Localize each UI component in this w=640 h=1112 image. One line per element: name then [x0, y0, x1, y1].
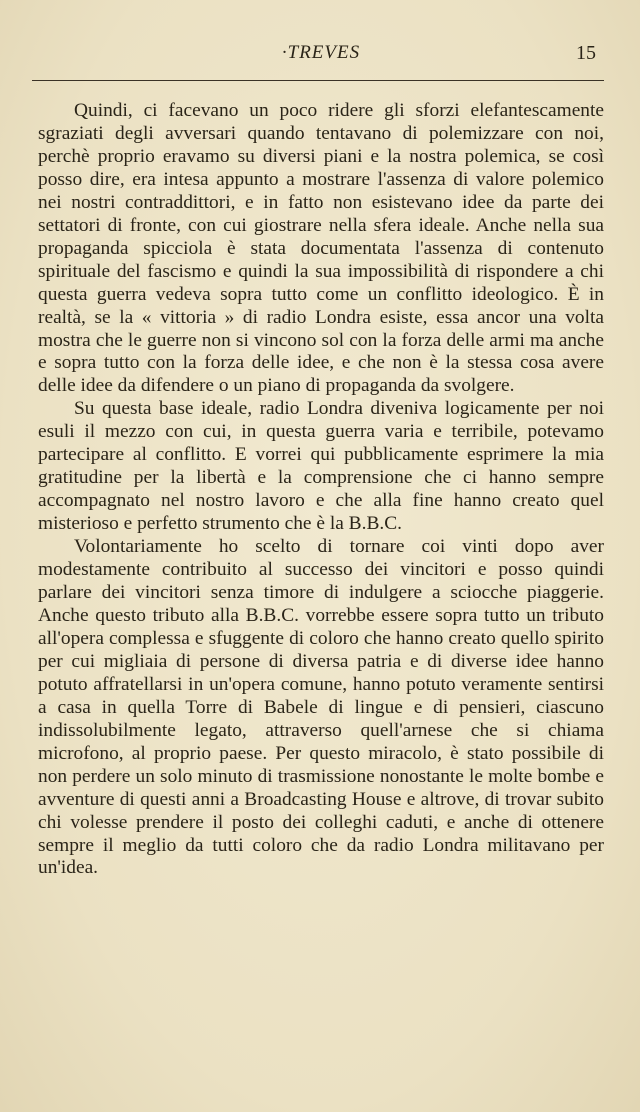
page-header [38, 42, 604, 72]
running-head: ·TREVES [281, 42, 361, 63]
paragraph-1: Quindi, ci facevano un poco ridere gli sforzi elefantescamente sgraziati degli avversari quando tentavano di polemizzare con noi, perchè proprio eravamo su diversi piani e la nostra polemica, se così posso dire, era intesa appunto a mostrare l'assenza di valore polemico nei nostri contraddittori, e in fatto non esistevano idee da parte dei settatori di fronte, con cui giostrare nella sfera ideale. Anche nella sua propaganda spicciola è stata documentata l'assenza di contenuto spirituale del fascismo e quindi la sua impossibilità di rispondere a chi questa guerra vedeva sopra tutto come un conflitto ideologico. È in realtà, se la « vittoria » di radio Londra esiste, essa ancor una volta mostra che le guerre non si vincono sol con la forza delle armi ma anche e sopra tutto con la forza delle idee, e che non è la stessa cosa avere delle idee da difendere o un piano di propaganda da svolgere. [38, 100, 604, 397]
page-number: 15 [576, 42, 596, 64]
paragraph-3: Volontariamente ho scelto di tornare coi vinti dopo aver modestamente contribuito al successo dei vincitori e posso quindi parlare dei vincitori senza timore di indulgere a sciocche piaggerie. Anche questo tributo alla B.B.C. vorrebbe essere sopra tutto un tributo all'opera complessa e sfuggente di coloro che hanno creato quello spirito per cui migliaia di persone di diversa patria e di diverse idee hanno potuto affratellarsi in un'opera comune, hanno potuto veramente sentirsi a casa in quella Torre di Babele di lingue e di pensieri, ciascuno indissolubilmente legato, attraverso quell'arnese che si chiama microfono, al proprio paese. Per questo miracolo, è stato possibile di non perdere un solo minuto di trasmissione nonostante le molte bombe e avventure di questi anni a Broadcasting House e altrove, di trovar subito chi volesse prendere il posto dei colleghi caduti, e anche di ottenere sempre il meglio da tutti coloro che da radio Londra militavano per un'idea. [38, 536, 604, 879]
body-text [38, 100, 604, 880]
paragraph-2: Su questa base ideale, radio Londra diveniva logicamente per noi esuli il mezzo con cui, in questa guerra varia e terribile, potevamo partecipare al conflitto. E vorrei qui pubblicamente esprimere la mia gratitudine per la libertà e la comprensione che ci hanno sempre accompagnato nel nostro lavoro e che alla fine hanno creato quel misterioso e perfetto strumento che è la B.B.C. [38, 398, 604, 535]
header-rule [32, 80, 604, 81]
